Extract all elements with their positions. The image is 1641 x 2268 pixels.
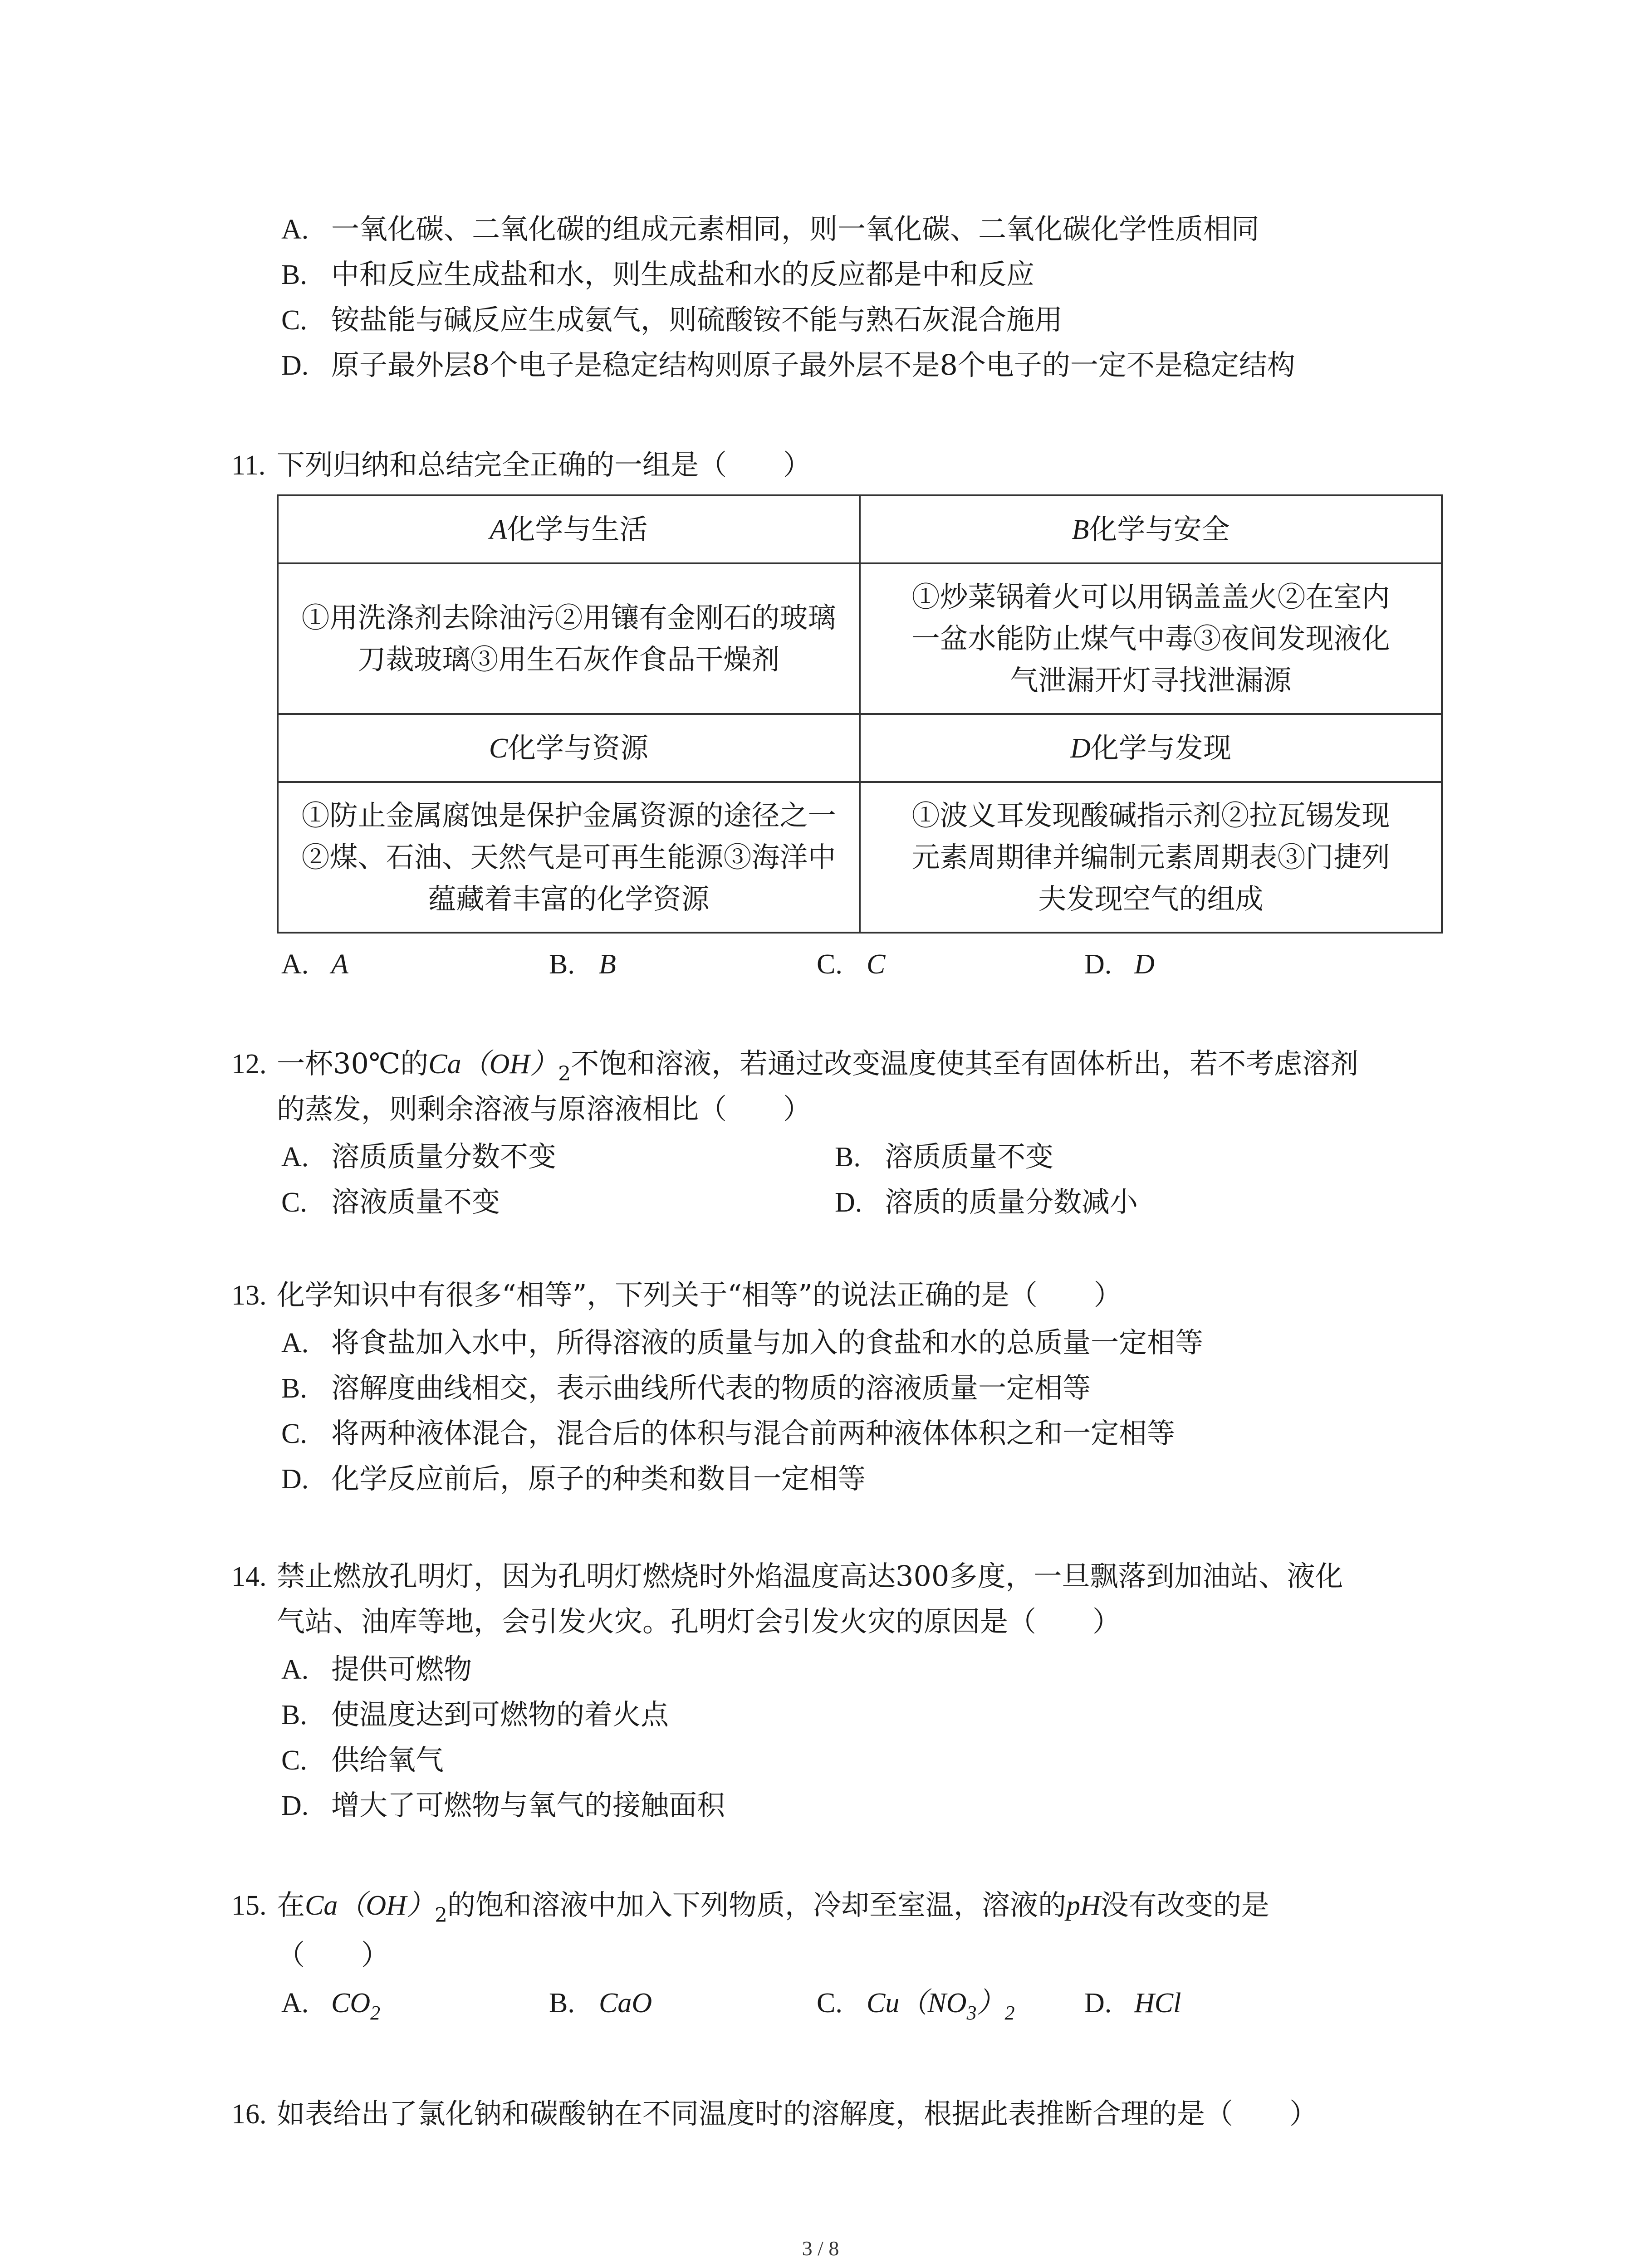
table-head-c: C化学与资源: [278, 714, 860, 782]
q11-table: [277, 494, 1443, 934]
q15-option-b: B. CaO: [549, 1988, 652, 2019]
table-cell-d: ①波义耳发现酸碱指示剂②拉瓦锡发现 元素周期律并编制元素周期表③门捷列 夫发现空气的组成: [860, 782, 1442, 933]
q14-option-c: C. 供给氧气: [281, 1743, 444, 1776]
q10-option-a: A. 一氧化碳、二氧化碳的组成元素相同，则一氧化碳、二氧化碳化学性质相同: [281, 212, 1260, 245]
q10-option-b: B. 中和反应生成盐和水，则生成盐和水的反应都是中和反应: [281, 258, 1035, 291]
q15-option-a: A. $CO_2$: [281, 1988, 381, 2024]
q11-option-a: A. A: [281, 949, 348, 980]
page-number: 3 / 8: [802, 2237, 839, 2260]
q11-option-d: D. D: [1084, 949, 1155, 980]
q13-option-c: C. 将两种液体混合，混合后的体积与混合前两种液体体积之和一定相等: [281, 1417, 1176, 1450]
q15-stem-line2: （ ）: [277, 1938, 390, 1971]
q10-option-d: D. 原子最外层8个电子是稳定结构则原子最外层不是8个电子的一定不是稳定结构: [281, 348, 1295, 381]
q14-stem-line2: 气站、油库等地，会引发火灾。孔明灯会引发火灾的原因是（ ）: [277, 1605, 1121, 1638]
q15-option-c: C. $Cu(NO_3)_2$: [817, 1988, 1015, 2024]
q16-stem: 16. 如表给出了氯化钠和碳酸钠在不同温度时的溶解度，根据此表推断合理的是（ ）: [231, 2097, 1318, 2130]
q13-option-b: B. 溶解度曲线相交，表示曲线所代表的物质的溶液质量一定相等: [281, 1371, 1091, 1404]
q15-option-d: D. HCl: [1084, 1988, 1181, 2019]
q14-option-a: A. 提供可燃物: [281, 1652, 472, 1686]
q13-stem: 13. 化学知识中有很多“相等”，下列关于“相等”的说法正确的是（ ）: [231, 1278, 1122, 1311]
q12-option-d: D. 溶质的质量分数减小: [835, 1185, 1138, 1218]
table-head-a: A化学与生活: [278, 495, 860, 563]
q14-stem-line1: 14. 禁止燃放孔明灯，因为孔明灯燃烧时外焰温度高达300多度，一旦飘落到加油站、液化: [231, 1559, 1343, 1593]
q11-stem: 11. 下列归纳和总结完全正确的一组是（ ）: [231, 448, 812, 481]
q12-stem-line1: 12. 一杯30℃的$Ca(OH)_2$不饱和溶液，若通过改变温度使其至有固体析出，若不考虑溶剂: [231, 1047, 1359, 1085]
q13-option-d: D. 化学反应前后，原子的种类和数目一定相等: [281, 1462, 866, 1495]
q12-option-a: A. 溶质质量分数不变: [281, 1140, 557, 1173]
q12-option-b: B. 溶质质量不变: [835, 1140, 1054, 1173]
q11-option-c: C. C: [817, 949, 886, 980]
q10-option-c: C. 铵盐能与碱反应生成氨气，则硫酸铵不能与熟石灰混合施用: [281, 303, 1063, 336]
q15-stem-line1: 15. 在$Ca(OH)_2$的饱和溶液中加入下列物质，冷却至室温，溶液的pH没有改变的是: [231, 1888, 1269, 1927]
q12-option-c: C. 溶液质量不变: [281, 1185, 500, 1218]
table-head-b: B化学与安全: [860, 495, 1442, 563]
q13-option-a: A. 将食盐加入水中，所得溶液的质量与加入的食盐和水的总质量一定相等: [281, 1326, 1204, 1359]
q12-stem-line2: 的蒸发，则剩余溶液与原溶液相比（ ）: [277, 1092, 812, 1125]
table-head-d: D化学与发现: [860, 714, 1442, 782]
table-cell-b: ①炒菜锅着火可以用锅盖盖火②在室内 一盆水能防止煤气中毒③夜间发现液化 气泄漏开灯寻找泄漏源: [860, 563, 1442, 714]
q14-option-d: D. 增大了可燃物与氧气的接触面积: [281, 1789, 725, 1822]
table-cell-a: ①用洗涤剂去除油污②用镶有金刚石的玻璃 刀裁玻璃③用生石灰作食品干燥剂: [278, 563, 860, 714]
table-cell-c: ①防止金属腐蚀是保护金属资源的途径之一 ②煤、石油、天然气是可再生能源③海洋中 蕴藏着丰富的化学资源: [278, 782, 860, 933]
q11-option-b: B. B: [549, 949, 616, 980]
q14-option-b: B. 使温度达到可燃物的着火点: [281, 1698, 669, 1731]
